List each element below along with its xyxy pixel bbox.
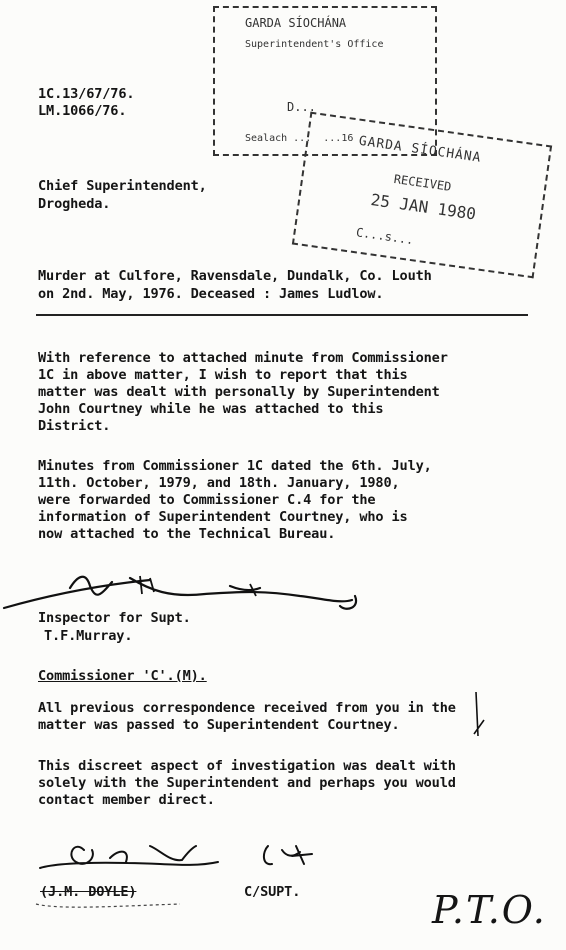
subject-line-1: Murder at Culfore, Ravensdale, Dundalk, Co. Louth (38, 268, 432, 284)
para2-line: 11th. October, 1979, and 18th. January, 1980, (38, 475, 400, 491)
para3-line: matter was passed to Superintendent Courtney. (38, 717, 400, 733)
stamp-line: RECEIVED (392, 172, 453, 194)
stamp-line: Superintendent's Office (245, 39, 384, 50)
para2-line: now attached to the Technical Bureau. (38, 526, 336, 542)
stamp-line: D... (287, 100, 316, 114)
stamp-date: 25 JAN 1980 (369, 190, 478, 224)
stamp-line: GARDA SÍOCHÁNA (357, 133, 483, 166)
para4-line: This discreet aspect of investigation was dealt with (38, 758, 456, 774)
signatory-role: Inspector for Supt. (38, 610, 191, 626)
para1-line: District. (38, 418, 111, 434)
para1-line: With reference to attached minute from Commissioner (38, 350, 448, 366)
subject-line-2: on 2nd. May, 1976. Deceased : James Ludlow. (38, 286, 384, 302)
addressee-title: Chief Superintendent, (38, 178, 207, 194)
section-heading: Commissioner 'C'.(M). (38, 668, 207, 684)
para1-line: John Courtney while he was attached to this (38, 401, 384, 417)
addressee-location: Drogheda. (38, 196, 111, 212)
stamp-line: C...s... (355, 225, 415, 248)
reference-number-1: 1C.13/67/76. (38, 86, 135, 102)
signatory-doyle-title: C/SUPT. (244, 884, 301, 900)
para4-line: contact member direct. (38, 792, 215, 808)
para3-line: All previous correspondence received from you in the (38, 700, 456, 716)
pto-note: P.T.O. (432, 888, 547, 932)
reference-number-2: LM.1066/76. (38, 103, 127, 119)
para2-line: information of Superintendent Courtney, who is (38, 509, 408, 525)
para1-line: matter was dealt with personally by Superintendent (38, 384, 440, 400)
stamp-line: Sealach ... ...16 (245, 133, 354, 144)
para2-line: Minutes from Commissioner 1C dated the 6th. July, (38, 458, 432, 474)
para1-line: 1C in above matter, I wish to report that this (38, 367, 408, 383)
signatory-doyle-name: (J.M. DOYLE) (40, 884, 137, 900)
para2-line: were forwarded to Commissioner C.4 for the (38, 492, 376, 508)
para4-line: solely with the Superintendent and perhaps you would (38, 775, 456, 791)
signatory-name: T.F.Murray. (44, 628, 133, 644)
stamp-line: GARDA SÍOCHÁNA (245, 16, 347, 30)
